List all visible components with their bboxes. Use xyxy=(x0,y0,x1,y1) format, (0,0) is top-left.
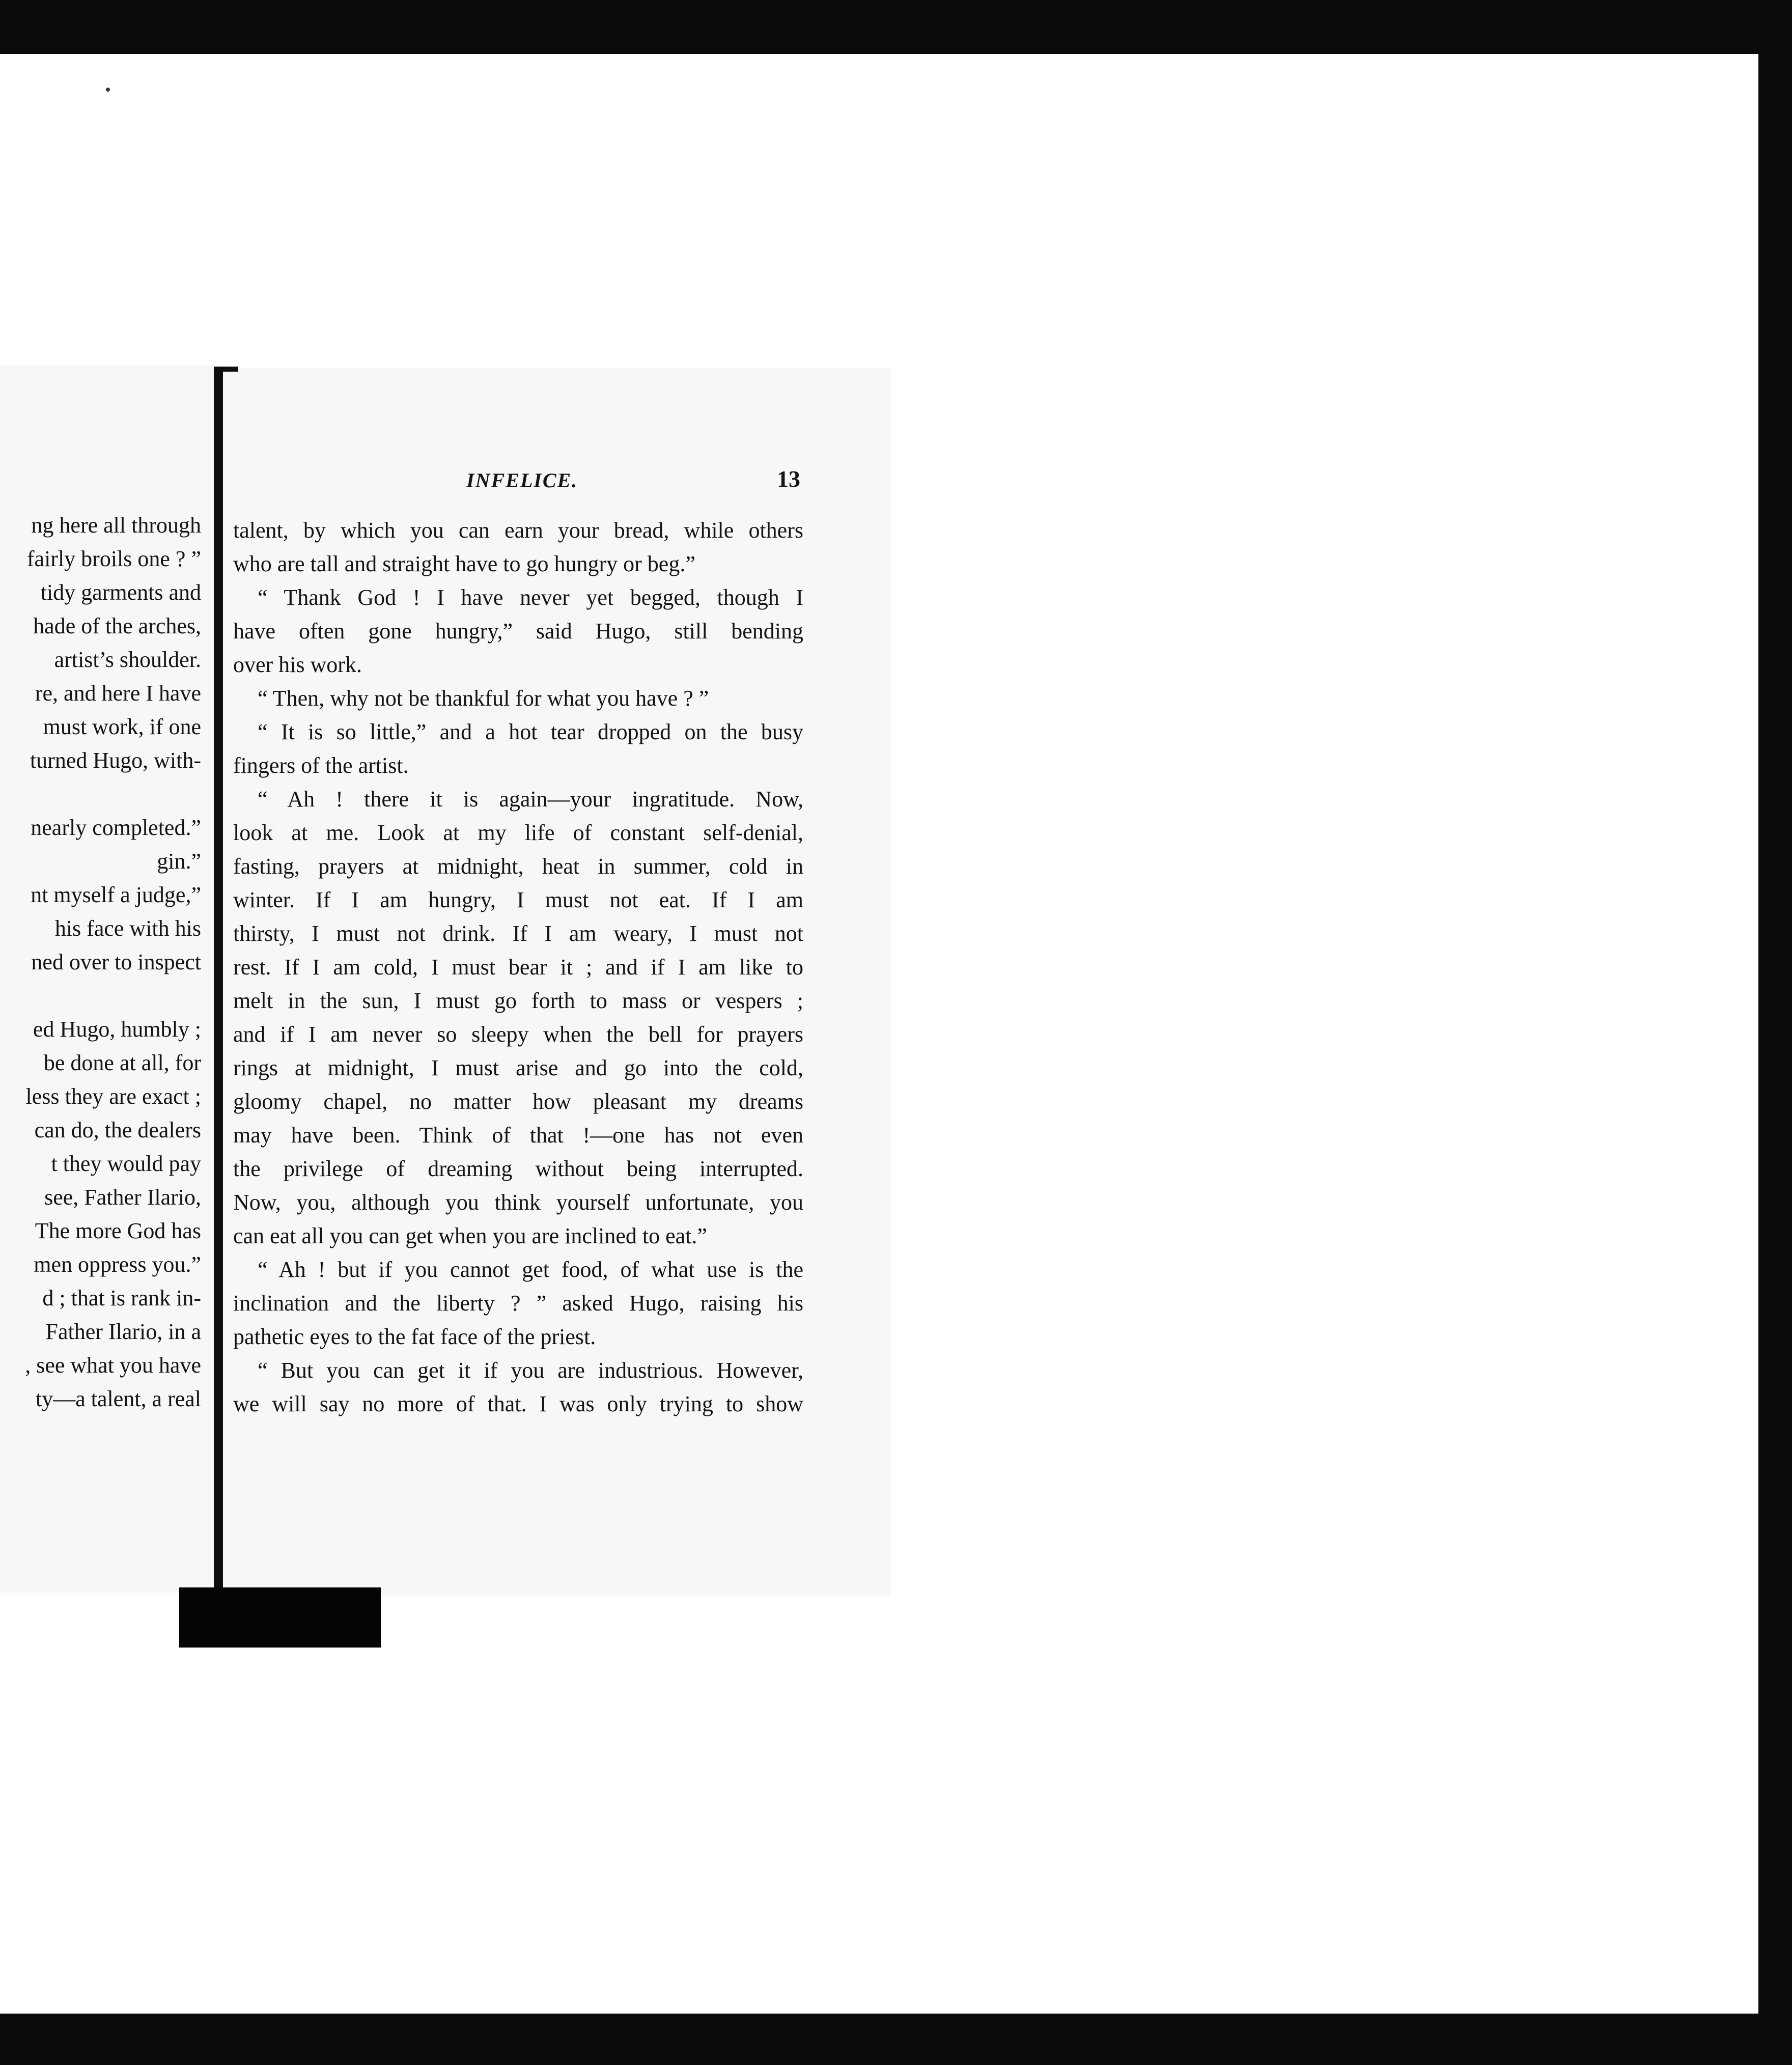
body-line: have often gone hungry,” said Hugo, still bending xyxy=(233,619,803,644)
body-line: and if I am never so sleepy when the bell for prayers xyxy=(233,1022,803,1047)
body-line: fingers of the artist. xyxy=(233,753,409,778)
body-line: rest. If I am cold, I must bear it ; and if I am like to xyxy=(233,955,803,980)
body-line: can eat all you can get when you are inclined to eat.” xyxy=(233,1223,707,1248)
body-line: rings at midnight, I must arise and go into the cold, xyxy=(233,1055,803,1080)
left-line: ed Hugo, humbly ; xyxy=(33,1017,201,1042)
body-line: “ Thank God ! I have never yet begged, though I xyxy=(258,585,803,610)
left-line: re, and here I have xyxy=(35,681,201,706)
body-line: thirsty, I must not drink. If I am weary, I must not xyxy=(233,921,803,946)
left-line: men oppress you.” xyxy=(34,1252,201,1277)
left-line: gin.” xyxy=(157,849,201,874)
left-line: t they would pay xyxy=(51,1151,201,1176)
body-line: fasting, prayers at midnight, heat in summer, cold in xyxy=(233,854,803,879)
body-line: Now, you, although you think yourself unfortunate, you xyxy=(233,1190,803,1215)
left-line: ng here all through xyxy=(31,513,201,538)
body-line: inclination and the liberty ? ” asked Hugo, raising his xyxy=(233,1291,803,1316)
left-line: less they are exact ; xyxy=(25,1084,201,1109)
scan-speck xyxy=(106,88,110,92)
left-line: The more God has xyxy=(35,1218,201,1243)
gutter-bar xyxy=(214,371,223,1599)
running-head: INFELICE. xyxy=(466,469,578,492)
body-line: “ Ah ! there it is again—your ingratitude. Now, xyxy=(258,787,803,812)
body-line: who are tall and straight have to go hungry or beg.” xyxy=(233,551,695,576)
body-line: “ Then, why not be thankful for what you have ? ” xyxy=(258,686,709,711)
left-line: tidy garments and xyxy=(40,580,201,605)
left-line: nearly completed.” xyxy=(31,815,201,840)
body-line: “ It is so little,” and a hot tear dropped on the busy xyxy=(258,719,803,744)
body-line: over his work. xyxy=(233,652,362,677)
body-line: “ But you can get it if you are industrious. However, xyxy=(258,1358,803,1383)
left-line: hade of the arches, xyxy=(33,613,201,638)
body-line: look at me. Look at my life of constant self-denial, xyxy=(233,820,803,845)
left-line: fairly broils one ? ” xyxy=(26,546,201,571)
black-tab xyxy=(179,1587,381,1648)
left-line: must work, if one xyxy=(43,714,201,739)
right-page xyxy=(223,368,891,1597)
body-line: we will say no more of that. I was only trying to show xyxy=(233,1391,803,1416)
body-line: “ Ah ! but if you cannot get food, of what use is the xyxy=(258,1257,803,1282)
left-line: turned Hugo, with- xyxy=(30,748,201,773)
body-line: pathetic eyes to the fat face of the priest. xyxy=(233,1324,596,1349)
left-line: , see what you have xyxy=(25,1353,201,1378)
left-line: can do, the dealers xyxy=(34,1118,201,1142)
body-line: melt in the sun, I must go forth to mass or vespers ; xyxy=(233,988,803,1013)
left-line: see, Father Ilario, xyxy=(44,1185,201,1210)
scan-frame-top xyxy=(0,0,1792,54)
left-line: ned over to inspect xyxy=(31,950,201,974)
left-line: artist’s shoulder. xyxy=(54,647,201,672)
scan-frame-right xyxy=(1758,0,1792,2065)
left-line: nt myself a judge,” xyxy=(31,882,201,907)
body-line: gloomy chapel, no matter how pleasant my dreams xyxy=(233,1089,803,1114)
body-line: may have been. Think of that !—one has not even xyxy=(233,1123,803,1148)
body-line: winter. If I am hungry, I must not eat. If I am xyxy=(233,887,803,912)
body-line: talent, by which you can earn your bread, while others xyxy=(233,518,803,543)
gutter-cap xyxy=(214,367,238,372)
left-line: his face with his xyxy=(54,916,201,941)
scan-frame-bottom xyxy=(0,2014,1792,2065)
left-line: Father Ilario, in a xyxy=(45,1319,201,1344)
left-line: be done at all, for xyxy=(43,1050,201,1075)
left-line: d ; that is rank in- xyxy=(42,1286,201,1310)
page-number: 13 xyxy=(777,466,800,492)
body-line: the privilege of dreaming without being interrupted. xyxy=(233,1156,803,1181)
left-line: ty—a talent, a real xyxy=(36,1386,201,1411)
left-page xyxy=(0,366,216,1593)
